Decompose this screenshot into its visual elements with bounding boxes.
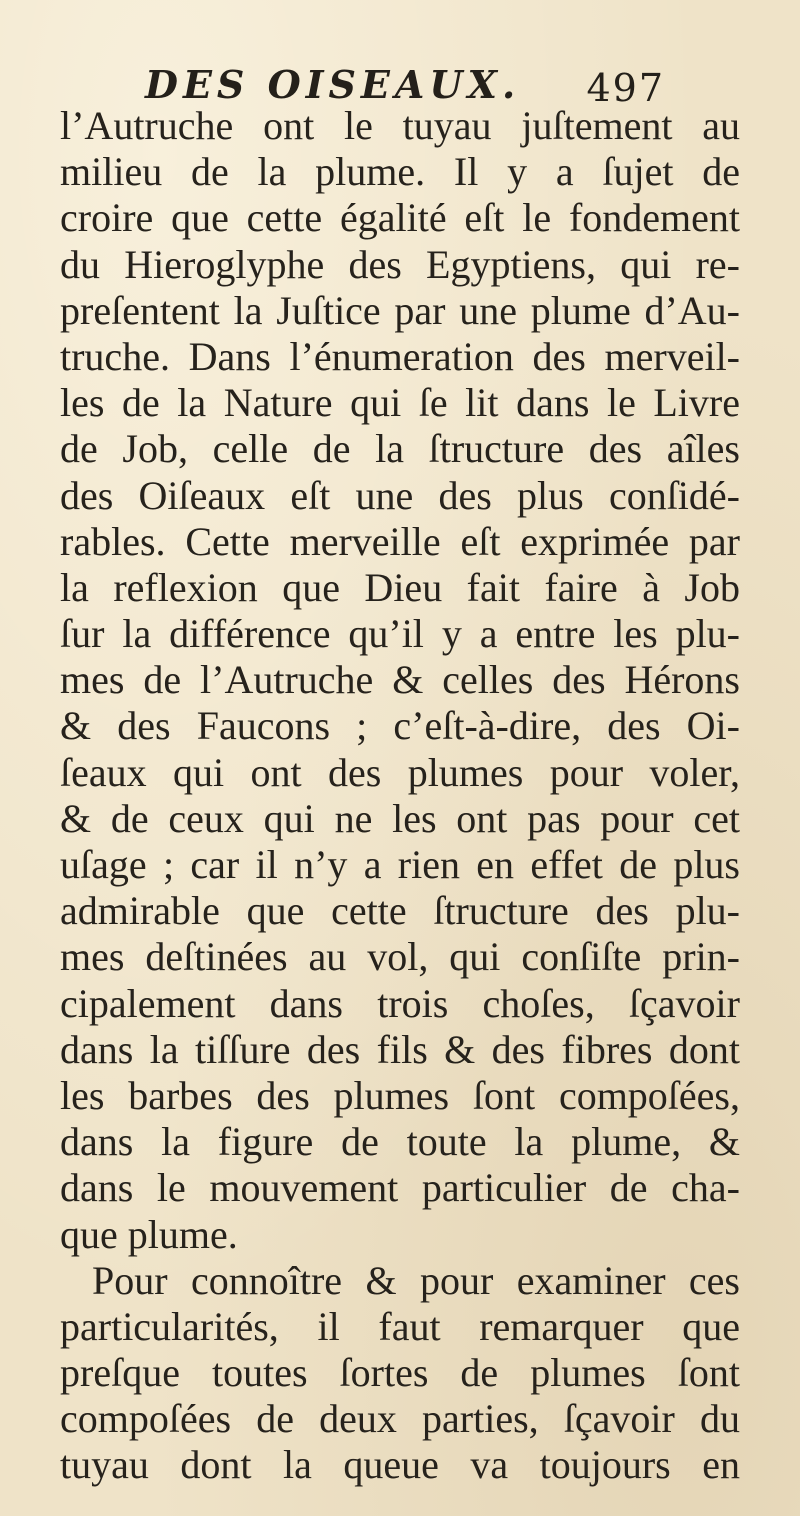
body-text (60, 103, 740, 1489)
text-line: truche. Dans l’énumeration des merveil- (60, 333, 740, 379)
text-line: admirable que cette ſtructure des plu- (60, 888, 740, 934)
text-line: les de la Nature qui ſe lit dans le Livre (60, 380, 740, 426)
text-line: la reflexion que Dieu fait faire à Job (60, 564, 740, 610)
text-line: ſeaux qui ont des plumes pour voler, (60, 749, 740, 795)
text-line: de Job, celle de la ſtructure des aîles (60, 426, 740, 472)
text-line: dans la figure de toute la plume, & (60, 1119, 740, 1165)
text-line: croire que cette égalité eſt le fondement (60, 195, 740, 241)
text-line: Pour connoître & pour examiner ces (92, 1257, 740, 1303)
text-line: milieu de la plume. Il y a ſujet de (60, 149, 740, 195)
text-line: preſque toutes ſortes de plumes ſont (60, 1350, 740, 1396)
text-line: cipalement dans trois choſes, ſçavoir (60, 980, 740, 1026)
text-line: que plume. (60, 1211, 238, 1257)
text-line: les barbes des plumes ſont compoſées, (60, 1072, 740, 1118)
text-line: ſur la différence qu’il y a entre les plu- (60, 611, 740, 657)
text-line: & des Faucons ; c’eſt-à-dire, des Oi- (60, 703, 740, 749)
text-line: dans le mouvement particulier de cha- (60, 1165, 740, 1211)
running-title: DES OISEAUX. (145, 62, 521, 107)
text-line: des Oiſeaux eſt une des plus conſidé- (60, 472, 740, 518)
text-line: & de ceux qui ne les ont pas pour cet (60, 795, 740, 841)
text-line: mes deſtinées au vol, qui conſiſte prin- (60, 934, 740, 980)
text-line: particularités, il faut remarquer que (60, 1303, 740, 1349)
text-line: du Hieroglyphe des Egyptiens, qui re- (60, 241, 740, 287)
text-line: rables. Cette merveille eſt exprimée par (60, 518, 740, 564)
text-line: uſage ; car il n’y a rien en effet de plus (60, 842, 740, 887)
text-line: tuyau dont la queue va toujours en (60, 1442, 740, 1488)
text-line: preſentent la Juſtice par une plume d’Au- (60, 287, 740, 333)
text-line: dans la tiſſure des fils & des fibres dont (60, 1026, 740, 1072)
text-line: l’Autruche ont le tuyau juſtement au (60, 103, 740, 148)
page-number: 497 (586, 66, 665, 110)
text-line: mes de l’Autruche & celles des Hérons (60, 657, 740, 703)
text-line: compoſées de deux parties, ſçavoir du (60, 1396, 740, 1442)
